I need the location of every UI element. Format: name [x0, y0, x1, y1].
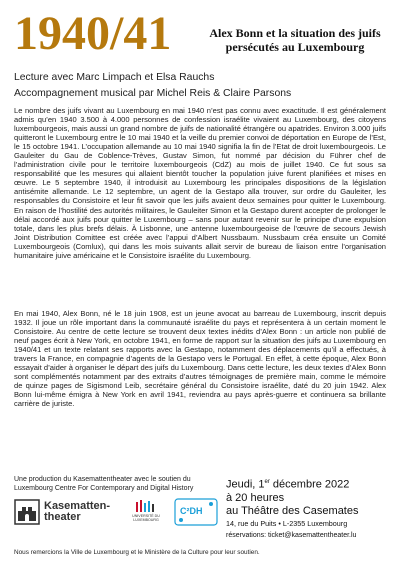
- kt-wordmark-line-1: Kasematten-: [44, 500, 111, 512]
- event-details: [226, 476, 396, 541]
- university-wordmark: [128, 514, 164, 522]
- university-bars-icon: [132, 500, 158, 514]
- kt-wordmark-line-2: theater: [44, 511, 81, 523]
- university-luxembourg-logo: [132, 500, 158, 524]
- kasemattentheater-wordmark: [44, 501, 110, 523]
- event-time: à 20 heures: [226, 491, 285, 504]
- event-date-suffix: décembre 2022: [269, 478, 350, 491]
- acknowledgement: Nous remercions la Ville de Luxembourg et le Ministère de la Culture pour leur soutien.: [14, 549, 260, 556]
- reservations-contact[interactable]: réservations: ticket@kasemattentheater.lu: [226, 531, 357, 539]
- body-paragraph-1: Le nombre des juifs vivant au Luxembourg en mai 1940 n’est pas connu avec exactitude. Il est généralement admis qu’en 1940 3.500 à 4.000 personnes de confession israélite vivaient au Luxembourg, des citoyens luxembourgeois, mais aussi un grand nombre de juifs de nationalité étrangère ou apatrides. Environ 3.000 juifs quitteront le Luxembourg entre le 10 mai 1940 et la veille du premier convoi de déportation en Europe de l’Est, le 15 octobre 1941. L’occupation allemande au 10 mai 1940 signifia la fin de l’Etat de droit luxembourgeois. Le Gauleiter du Gau de Coblence-Trèves, Gustav Simon, fut nommé par décision du Führer chef de l’administration civile pour le territoire luxembourgeois (CdZ) au mois de juillet 1940. Ce fut sous sa responsabilité que les mesures qui allaient bientôt toucher la population juive furent planifiées et mises en œuvre. Le 5 septembre 1940, il introduisit au Luxembourg les principales dispositions de la législation antisémite allemande. Le 12 septembre, un agent de la Gestapo alla trouver, sur ordre du Gauleiter, les responsables du Consistoire et leur fit savoir que les juifs avaient deux semaines pour quitter le Luxembourg. En raison de l’hostilité des autorités militaires, le Gauleiter Simon et la Gestapo durent accepter de prolonger le délai accordé aux juifs pour quitter le Luxembourg – sans pour autant revenir sur le principe d’une expulsion totale, dans les plus brefs délais. À Lisbonne, une antenne luxembourgeoise de l’œuvre de secours Jewish Joint Distribution Comittee est créée avec l’appui d’Albert Nussbaum. Nussbaum créa ensuite un Comité Luxembourgeois (Comlux), qui dans les mois suivants allait servir de bureau de liaison entre l’organisation humanitaire juive américaine et le Consistoire israélite du Luxembourg.: [14, 106, 386, 260]
- event-subtitle: [190, 26, 400, 54]
- footer: [14, 476, 390, 556]
- kasemattentheater-mark-icon: [14, 499, 40, 525]
- credits: [14, 70, 390, 102]
- header: [14, 7, 390, 64]
- music-credit: Accompagnement musical par Michel Reis & Claire Parsons: [14, 88, 292, 99]
- event-date-ordinal: er: [264, 479, 270, 485]
- uni-wordmark-line-2: LUXEMBOURG: [133, 518, 159, 522]
- production-line-1: Une production du Kasemattentheater avec le soutien du: [14, 476, 191, 483]
- kasemattentheater-logo: [14, 498, 110, 526]
- subtitle-line-2: persécutés au Luxembourg: [225, 40, 365, 54]
- event-venue: au Théâtre des Casemates: [226, 504, 359, 517]
- c2dh-logo: [174, 498, 218, 526]
- c2dh-wordmark: C²DH: [180, 506, 203, 516]
- reading-credit: Lecture avec Marc Limpach et Elsa Rauchs: [14, 72, 215, 83]
- event-date: [226, 476, 396, 492]
- event-title: 1940/41: [14, 7, 172, 60]
- sponsor-logos: [14, 498, 220, 526]
- production-line-2: Luxembourg Centre For Contemporary and Digital History: [14, 484, 194, 492]
- uni-wordmark-line-1: UNIVERSITÉ DU: [132, 514, 160, 518]
- subtitle-line-1: Alex Bonn et la situation des juifs: [209, 26, 381, 40]
- event-address: 14, rue du Puits • L-2355 Luxembourg: [226, 518, 348, 528]
- production-note: [14, 476, 220, 493]
- body-paragraph-2: En mai 1940, Alex Bonn, né le 18 juin 1908, est un jeune avocat au barreau de Luxembourg, inscrit depuis 1932. Il joue un rôle important dans la communauté israélite du pays et représentera à un certain moment le Consistoire. Au centre de cette lecture se trouvent deux textes inédits d’Alex Bonn : un article non publié de neuf pages écrit à New York, en octobre 1941, en forme de rapport sur la situation des juifs au Luxembourg en 1940/41 et un texte relatant ses rapports avec la Gestapo, notamment des déplacements qu’il a effectués, à travers la France, en compagnie d’agents de la Gestapo vers le Portugal. En effet, à cette époque, Alex Bonn essayait d’aider à organiser le départ des juifs du Luxembourg. Dans cette lecture, les deux textes d’Alex Bonn sont complémentés notamment par des extraits d’autres témoignages de première main, comme le mémoire de quinze pages de Sigismond Leib, secrétaire général du Consistoire israélite, daté du 20 juin 1942. Alex Bonn lui-même émigra à New York en avril 1941, reviendra au pays après-guerre et continuera sa brillante carrière de juriste.: [14, 309, 386, 409]
- event-date-prefix: Jeudi, 1: [226, 478, 265, 491]
